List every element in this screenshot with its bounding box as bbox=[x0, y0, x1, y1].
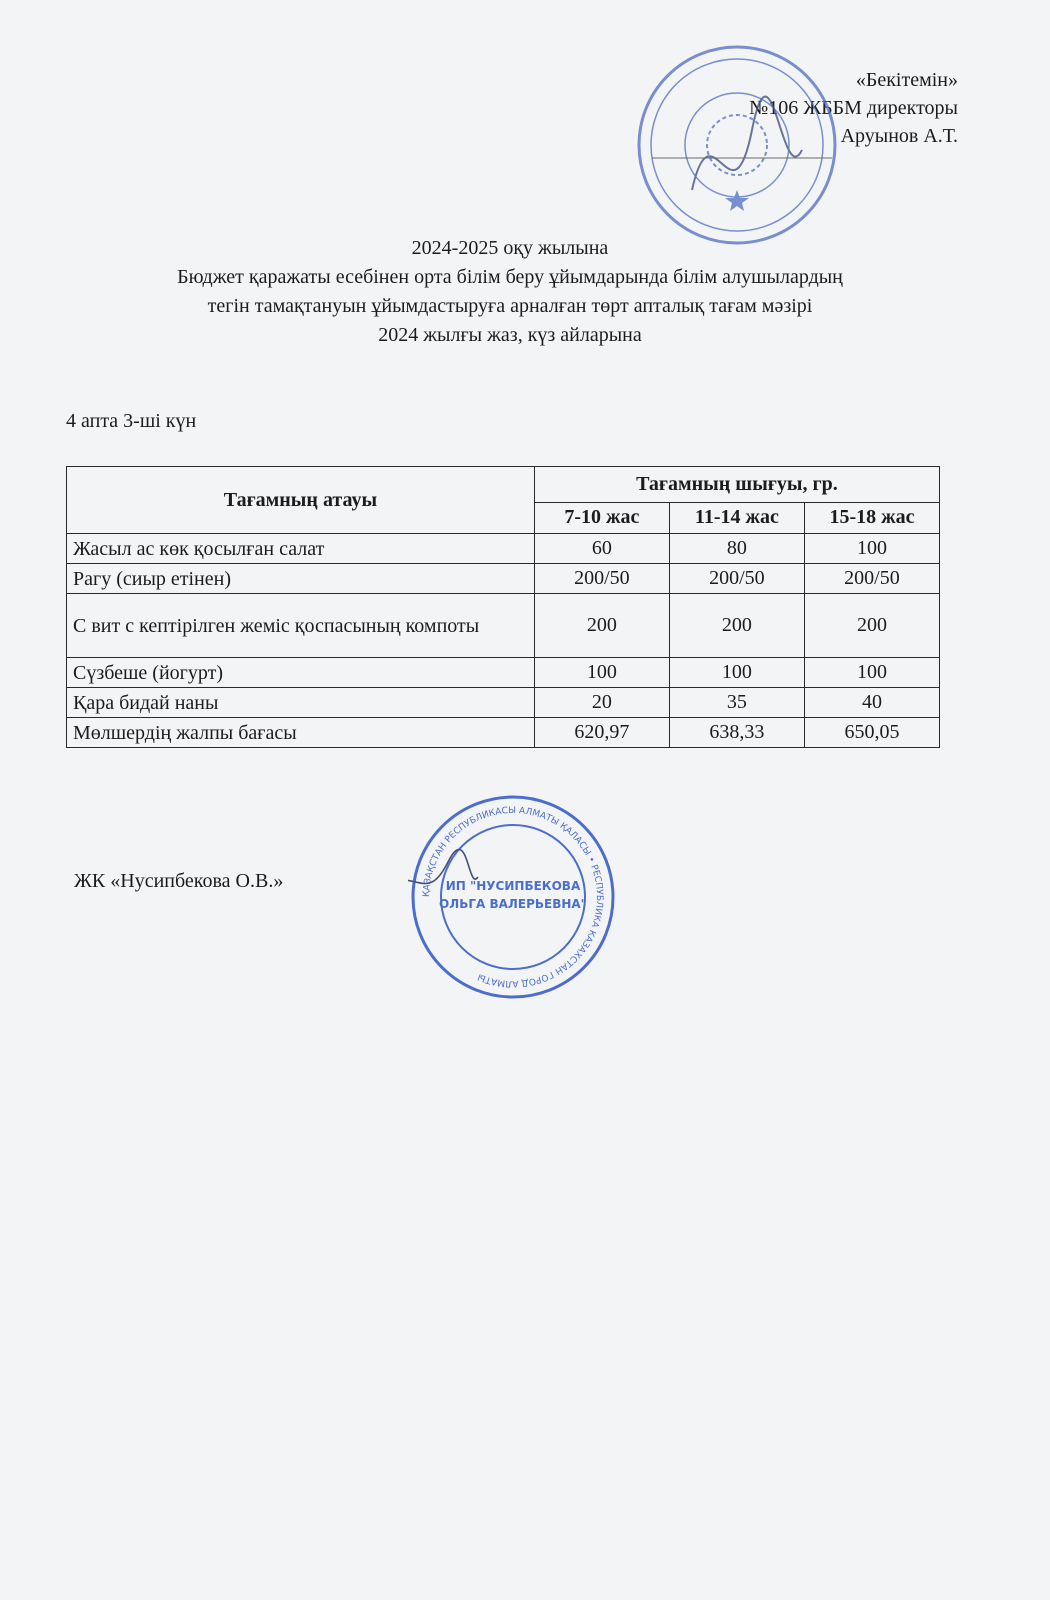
total-label: Мөлшердің жалпы бағасы bbox=[67, 718, 535, 748]
table-row bbox=[67, 594, 940, 658]
dish-value: 60 bbox=[534, 534, 669, 564]
ip-stamp-icon bbox=[408, 792, 618, 1002]
col-header-age: 15-18 жас bbox=[804, 502, 939, 533]
dish-value: 100 bbox=[534, 658, 669, 688]
dish-value: 40 bbox=[804, 688, 939, 718]
dish-name: Жасыл ас көк қосылған салат bbox=[67, 534, 535, 564]
dish-value: 200/50 bbox=[804, 564, 939, 594]
approval-line-2: №106 ЖББМ директоры bbox=[749, 97, 958, 119]
dish-value: 200 bbox=[669, 594, 804, 658]
total-value: 620,97 bbox=[534, 718, 669, 748]
table-header-row bbox=[67, 467, 940, 503]
signer-name: ЖК «Нусипбекова О.В.» bbox=[74, 870, 284, 892]
col-header-age: 7-10 жас bbox=[534, 502, 669, 533]
approval-line-1: «Бекітемін» bbox=[855, 69, 958, 91]
school-stamp-icon bbox=[632, 40, 842, 250]
dish-value: 200 bbox=[534, 594, 669, 658]
title-line-3: тегін тамақтануын ұйымдастыруға арналған төрт апталық тағам мәзірі bbox=[207, 295, 813, 317]
stamp-center-line-2: ОЛЬГА ВАЛЕРЬЕВНА" bbox=[439, 897, 587, 911]
dish-name: Қара бидай наны bbox=[67, 688, 535, 718]
title-line-1: 2024-2025 оқу жылына bbox=[411, 237, 609, 259]
dish-value: 200 bbox=[804, 594, 939, 658]
col-header-output: Тағамның шығуы, гр. bbox=[534, 467, 939, 503]
total-value: 638,33 bbox=[669, 718, 804, 748]
col-header-name: Тағамның атауы bbox=[67, 467, 535, 534]
dish-value: 20 bbox=[534, 688, 669, 718]
table-row bbox=[67, 688, 940, 718]
menu-table bbox=[66, 466, 940, 748]
stamp-outer-text: ҚАЗАҚСТАН РЕСПУБЛИКАСЫ АЛМАТЫ ҚАЛАСЫ • РЕСПУБЛИКА КАЗАХСТАН ГОРОД АЛМАТЫ bbox=[421, 805, 605, 989]
dish-name: Сүзбеше (йогурт) bbox=[67, 658, 535, 688]
table-row-total bbox=[67, 718, 940, 748]
dish-value: 80 bbox=[669, 534, 804, 564]
title-line-4: 2024 жылғы жаз, күз айларына bbox=[378, 324, 642, 346]
title-line-2: Бюджет қаражаты есебінен орта білім беру ұйымдарында білім алушылардың bbox=[177, 266, 843, 288]
dish-value: 100 bbox=[804, 534, 939, 564]
day-label: 4 апта 3-ші күн bbox=[66, 410, 197, 432]
approval-line-3: Аруынов А.Т. bbox=[840, 125, 958, 147]
dish-value: 100 bbox=[669, 658, 804, 688]
document-title bbox=[60, 234, 960, 350]
stamp-center-line-1: ИП "НУСИПБЕКОВА bbox=[445, 879, 581, 893]
dish-value: 35 bbox=[669, 688, 804, 718]
table-row bbox=[67, 564, 940, 594]
total-value: 650,05 bbox=[804, 718, 939, 748]
dish-value: 200/50 bbox=[534, 564, 669, 594]
dish-value: 200/50 bbox=[669, 564, 804, 594]
dish-value: 100 bbox=[804, 658, 939, 688]
dish-name: Рагу (сиыр етінен) bbox=[67, 564, 535, 594]
table-row bbox=[67, 658, 940, 688]
col-header-age: 11-14 жас bbox=[669, 502, 804, 533]
dish-name: С вит с кептірілген жеміс қоспасының компоты bbox=[67, 594, 535, 658]
table-row bbox=[67, 534, 940, 564]
